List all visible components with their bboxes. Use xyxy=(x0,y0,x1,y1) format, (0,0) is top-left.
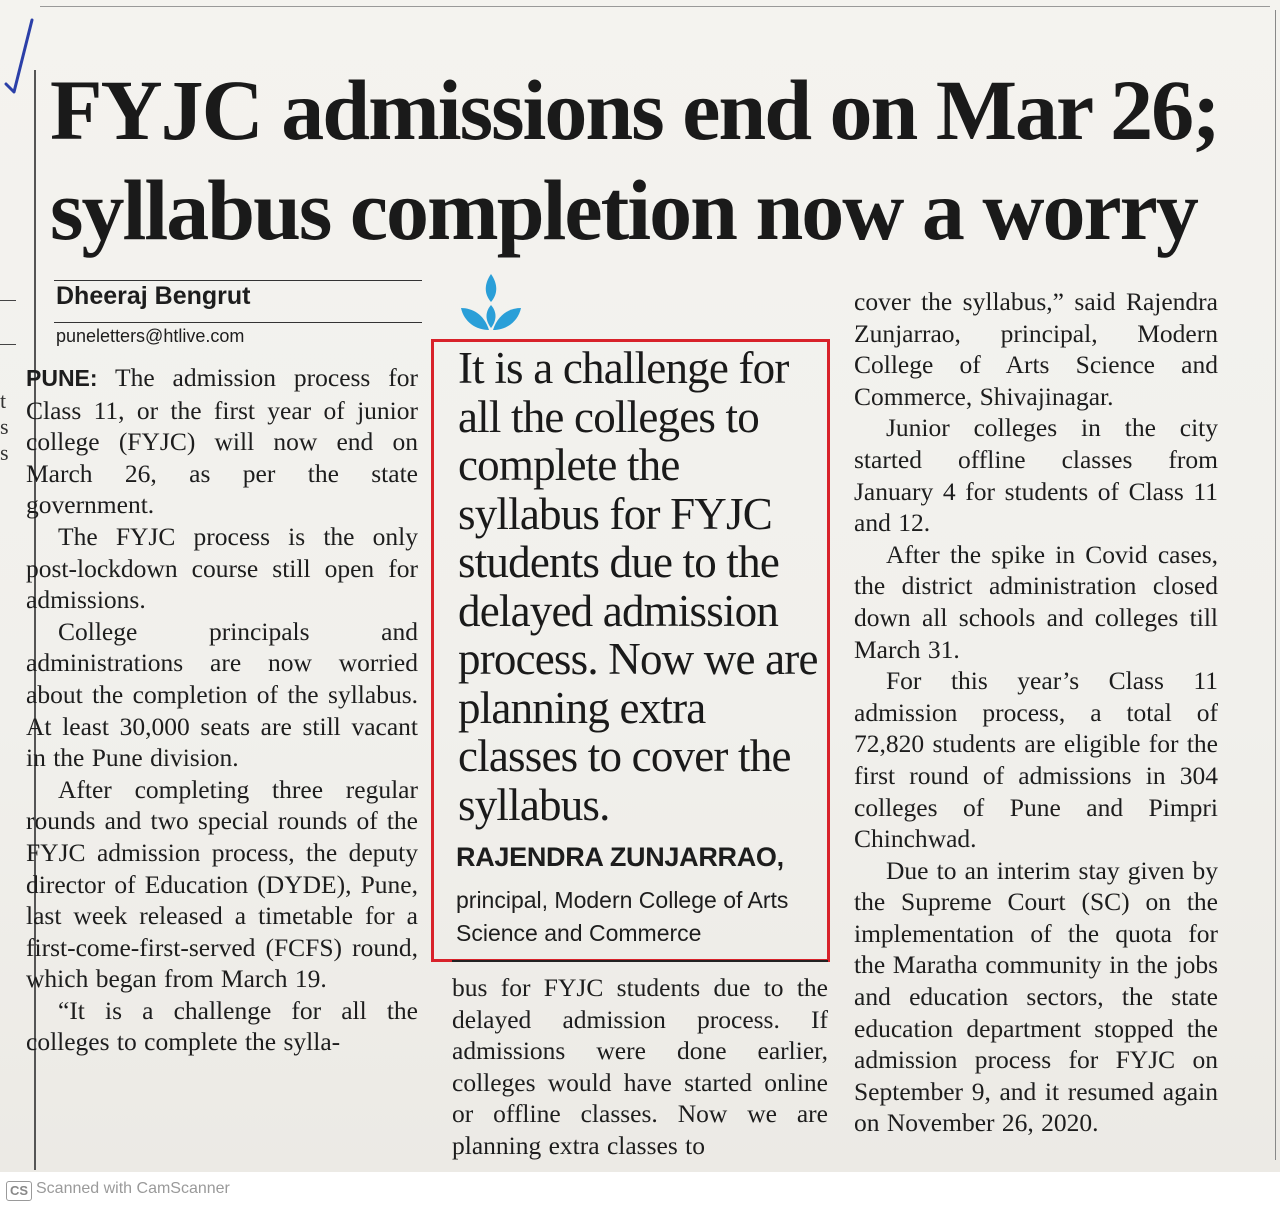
paragraph: After the spike in Covid cases, the district administration closed down all schools and colleges till March 31. xyxy=(854,539,1218,664)
edge-fragments xyxy=(0,388,9,466)
byline-name: Dheeraj Bengrut xyxy=(56,282,251,310)
top-rule xyxy=(40,6,1270,7)
pull-quote: It is a challenge for all the colleges to complete the syllabus for FYJC students due to the delayed admission process. Now we are planning extra classes to cover the syllabus. xyxy=(458,343,818,830)
paragraph-text: The admission process for Class 11, or the first year of junior college (FYJC) will now end on March 26, as per the state government. xyxy=(26,363,418,520)
edge-fragment: s xyxy=(0,414,9,439)
pull-quote-title: principal, Modern College of Arts Science and Commerce xyxy=(456,887,789,946)
byline-rule xyxy=(54,322,422,323)
dateline: PUNE: xyxy=(26,365,98,391)
pull-quote-name: RAJENDRA ZUNJARRAO, xyxy=(456,842,784,872)
column-divider-right xyxy=(1275,10,1276,1160)
scanner-watermark: Scanned with CamScanner xyxy=(36,1180,230,1197)
check-mark-icon xyxy=(2,14,42,94)
paragraph: bus for FYJC students due to the delayed admission process. If admissions were done earlier, colleges would have started online or offline classes. Now we are planning extra classes to xyxy=(452,973,828,1160)
scanner-footer xyxy=(0,1172,1280,1210)
paragraph xyxy=(26,362,418,521)
paragraph: cover the syllabus,” said Rajendra Zunjarrao, principal, Modern College of Arts Science and Commerce, Shivajinagar. xyxy=(854,287,1218,411)
middle-column xyxy=(452,972,828,1162)
edge-dash xyxy=(0,300,16,301)
paragraph: The FYJC process is the only post-lockdown course still open for admissions. xyxy=(26,521,418,615)
camscanner-badge: CS xyxy=(6,1181,32,1201)
lotus-logo-icon xyxy=(458,272,524,334)
headline xyxy=(50,60,1250,260)
edge-fragment: t xyxy=(0,388,7,413)
paragraph: “It is a challenge for all the colleges to complete the sylla- xyxy=(26,995,418,1057)
pull-quote-rule xyxy=(452,960,828,962)
paragraph: College principals and administrations are now worried about the completion of the syllabus. At least 30,000 seats are still vacant in the Pune division. xyxy=(26,616,418,773)
right-column xyxy=(854,286,1218,1139)
edge-dash xyxy=(0,344,16,345)
paragraph: Due to an interim stay given by the Supreme Court (SC) on the implementation of the quota for the Maratha community in the jobs and education sectors, the state education department stopped the admission process for FYJC on September 9, and it resumed again on November 26, 2020. xyxy=(854,855,1218,1138)
headline-line-2: syllabus completion now a worry xyxy=(50,162,1197,258)
headline-line-1: FYJC admissions end on Mar 26; xyxy=(50,62,1219,158)
paragraph: After completing three regular rounds and two special rounds of the FYJC admission process, the deputy director of Education (DYDE), Pune, last week released a timetable for a first-come-first-served (FCFS) round, which began from March 19. xyxy=(26,774,418,994)
byline-email: puneletters@htlive.com xyxy=(56,326,245,346)
left-column xyxy=(26,362,418,1058)
paragraph: For this year’s Class 11 admission process, a total of 72,820 students are eligible for the first round of admissions in 304 colleges of Pune and Pimpri Chinchwad. xyxy=(854,666,1218,854)
edge-fragment: s xyxy=(0,440,9,465)
paragraph: Junior colleges in the city started offline classes from January 4 for students of Class 11 and 12. xyxy=(854,413,1218,538)
byline-rule xyxy=(54,280,422,281)
